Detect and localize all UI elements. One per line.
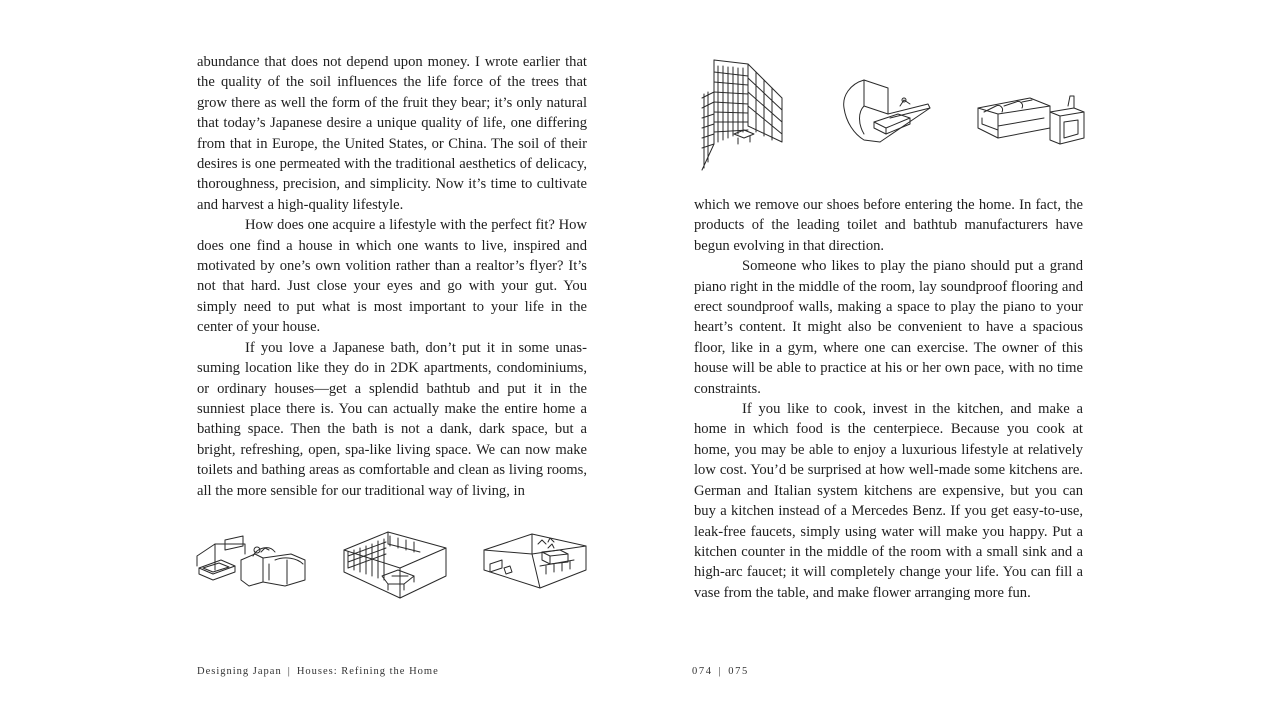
footer-separator: | — [718, 666, 723, 677]
paragraph: If you love a Japanese bath, don’t put it in some unassuming location like they do in 2DK apartments, condominiums, or ordinary houses—get a splendid bathtub and put it in the sunniest place there is. You can actually make the entire home a bathing space. Then the bath is not a dank, dark space, but a bright, refreshing, open, spa-like living space. We can now make toilets and bathing areas as comfortable and clean as living rooms, all the more sensible for our traditional way of living, in — [197, 339, 587, 499]
footer-separator: | — [287, 666, 291, 677]
bath-room-sketch-icon — [195, 530, 307, 588]
left-body-text — [197, 52, 587, 501]
bookshelf-room-sketch-icon — [698, 58, 786, 172]
paragraph: If you like to cook, invest in the kitchen, and make a home in which food is the centerpiece. Because you cook at home, you may be able to enjoy a luxurious lifestyle at relatively low cost. You’d be surprised at how well-made some kitchens are. German and Italian system kitchens are expensive, but you can buy a kitchen instead of a Mercedes Benz. If you get easy-to-use, leak-free faucets, simply using water will make you happy. Put a kitchen counter in the middle of the room with a small sink and a high-arc faucet; it will completely change your life. You can fill a vase from the table, and make flower arranging more fun. — [694, 401, 1083, 601]
paragraph: which we remove our shoes before entering the home. In fact, the products of the leading toilet and bathtub manufacturers have begun evolving in that direction. — [694, 197, 1083, 254]
piano-room-sketch-icon — [342, 528, 448, 602]
paragraph: abundance that does not depend upon money. I wrote earlier that the quality of the soil influences the life force of the trees that grow there as well the form of the fruit they bear; it’s only natural that today’s Japanese desire a unique quality of life, one differing from that in Europe, the United States, or China. The soil of their desires is one permeated with the traditional aesthetics of delicacy, thoroughness, precision, and simplicity. Now it’s time to cultivate and harvest a high-quality lifestyle. — [197, 54, 587, 213]
page-number: 074 — [692, 666, 713, 677]
page-number: 075 — [728, 666, 749, 677]
kitchen-room-sketch-icon — [482, 530, 588, 590]
left-footer — [197, 666, 439, 677]
book-title: Designing Japan — [197, 666, 282, 677]
chapter-title: Houses: Refining the Home — [296, 666, 439, 677]
sofa-sketch-icon — [974, 92, 1086, 146]
right-page — [640, 0, 1280, 720]
right-body-text — [694, 195, 1083, 603]
right-footer — [692, 666, 749, 677]
paragraph: How does one acquire a lifestyle with the perfect fit? How does one find a house in which one wants to live, inspired and motivated by one’s own volition rather than a realtor’s flyer? It’s not that hard. Just close your eyes and go with your gut. You simply need to put what is most important to your life in the center of your house. — [197, 217, 587, 336]
curved-room-sketch-icon — [840, 78, 932, 144]
paragraph: Someone who likes to play the piano should put a grand piano right in the middle of the room, lay soundproof flooring and erect soundproof walls, making a space to play the piano to your heart’s content. It might also be convenient to have a spacious floor, like in a gym, where one can exercise. The owner of this house will be able to practice at his or her own pace, with no time constraints. — [694, 258, 1083, 397]
